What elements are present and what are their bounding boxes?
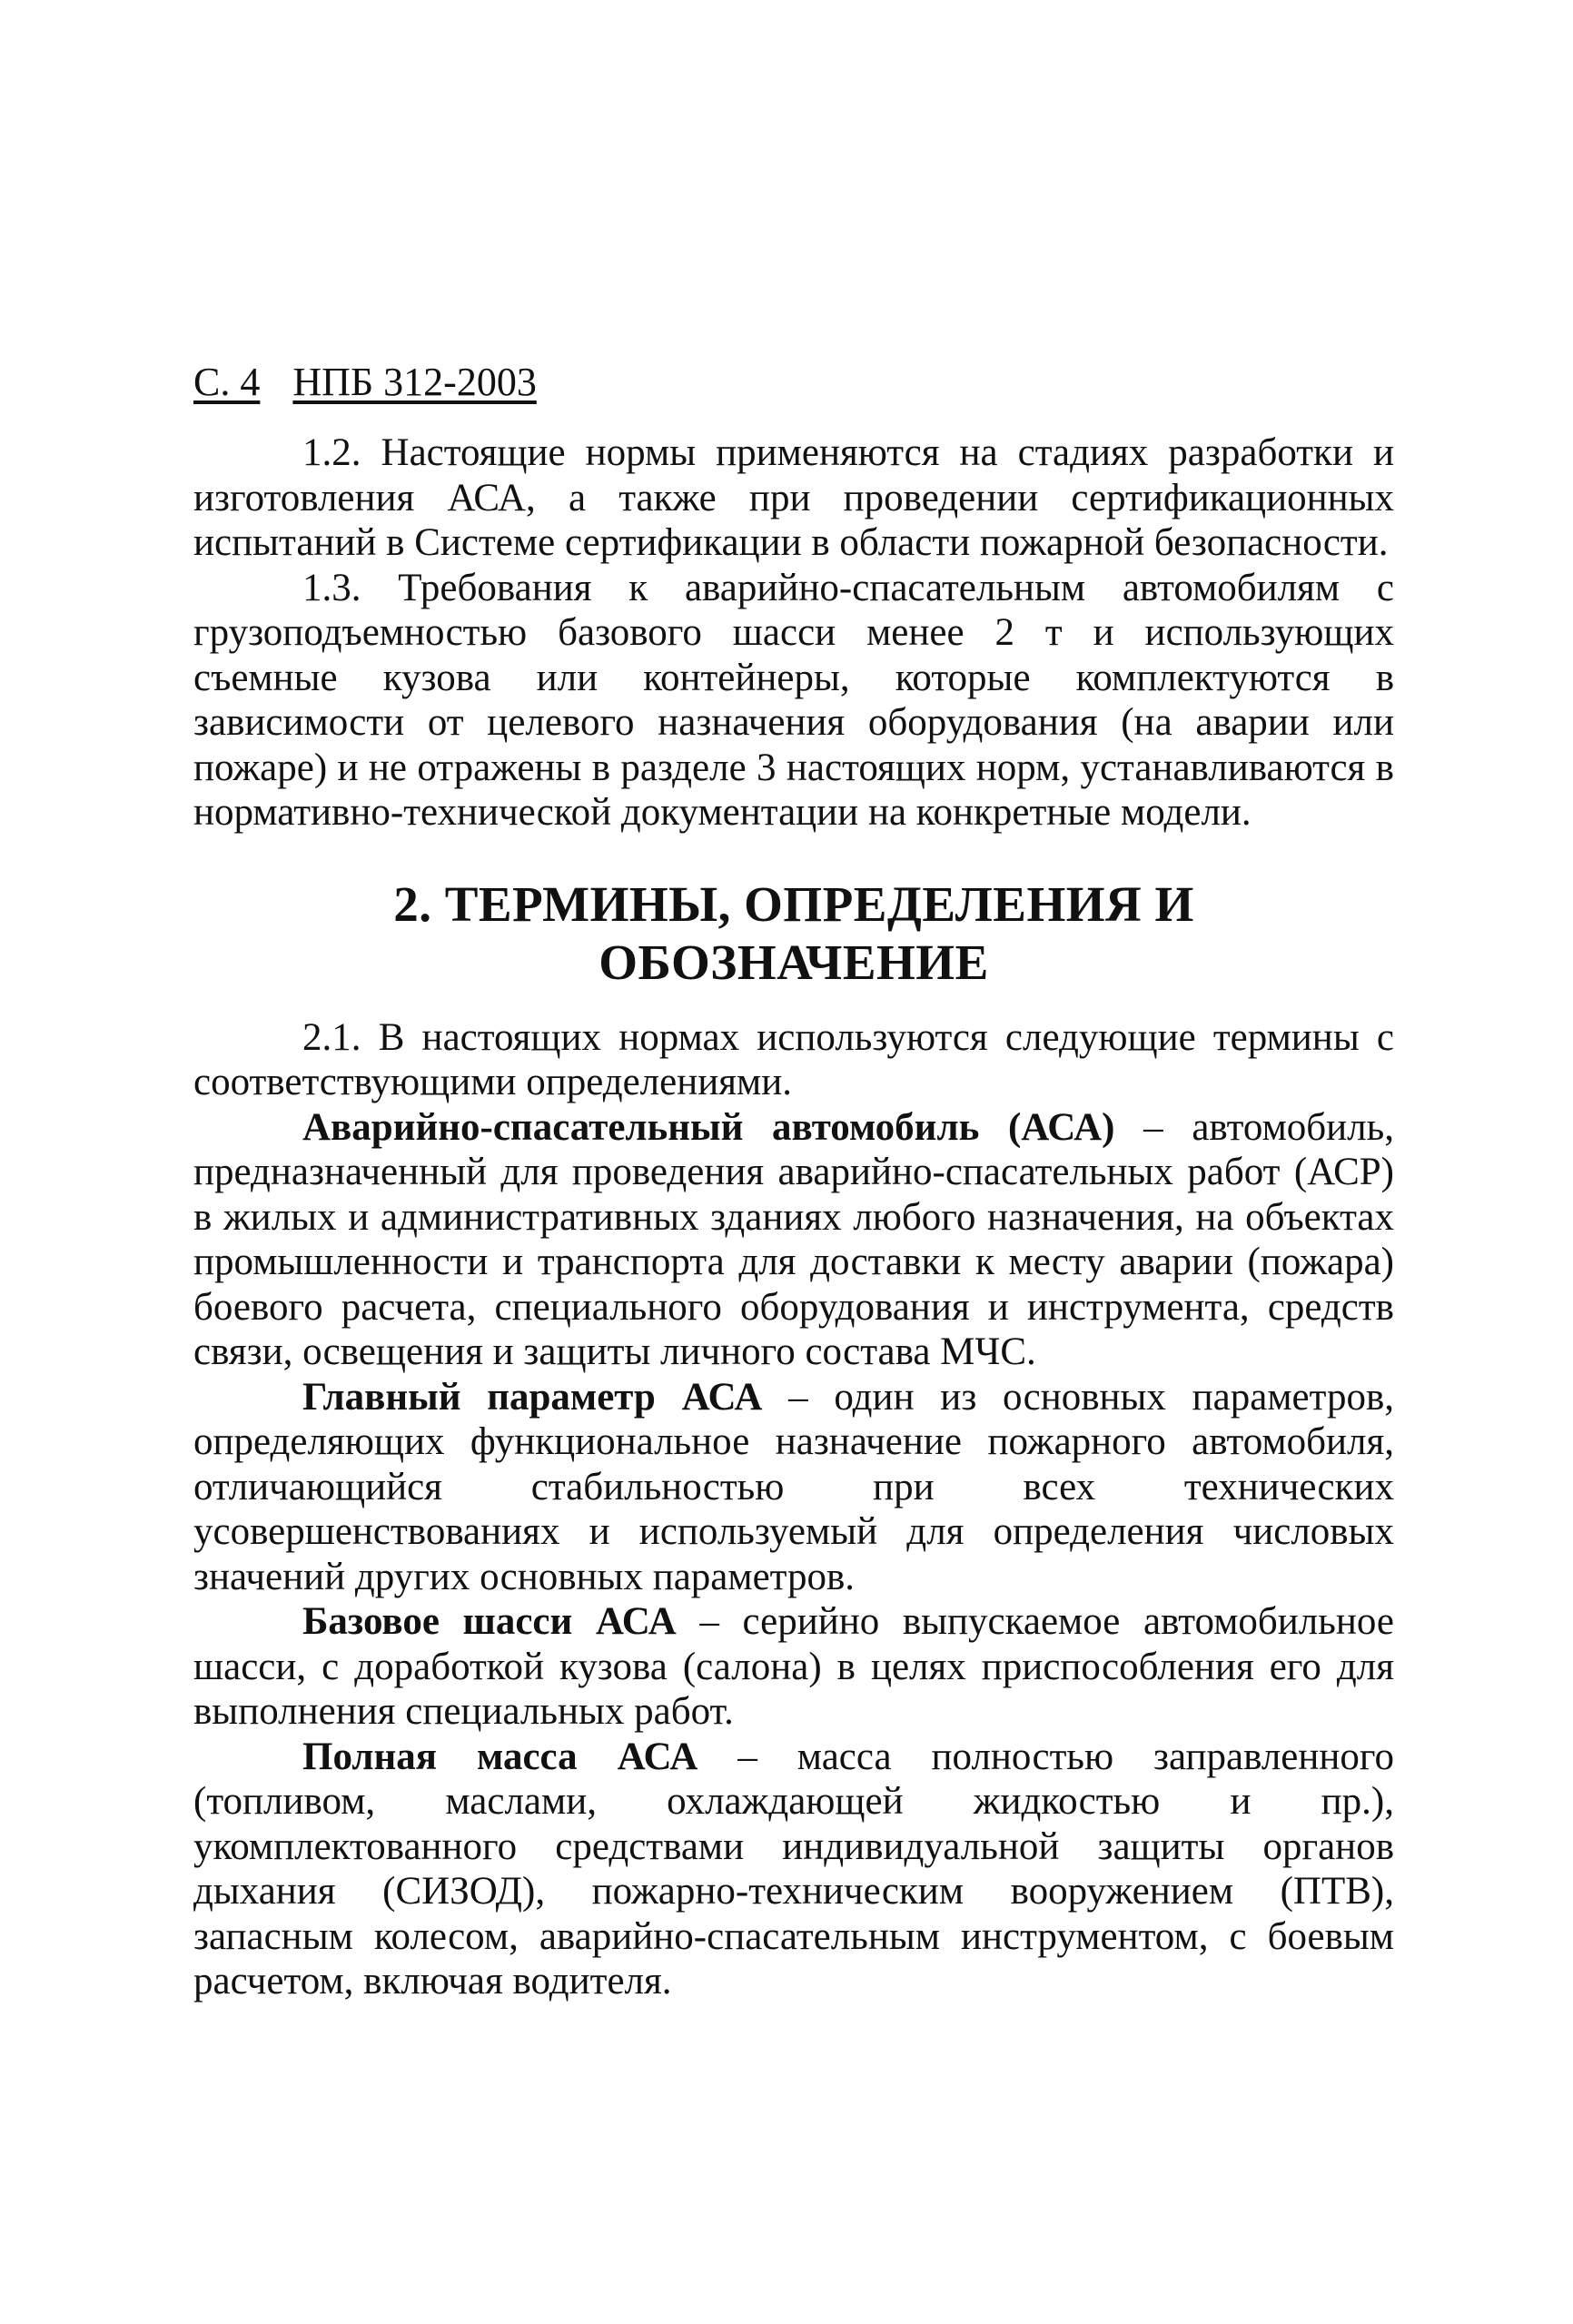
definition-term: Главный параметр АСА bbox=[302, 1375, 763, 1419]
definition-main-parameter bbox=[193, 1375, 1394, 1600]
definition-base-chassis bbox=[193, 1599, 1394, 1735]
paragraph-1-2: 1.2. Настоящие нормы применяются на стадиях разработки и изготовления АСА, а также при проведении сертификационных испытаний в Системе сертификации в области пожарной безопасности. bbox=[193, 431, 1394, 564]
definition-term: Аварийно-спасательный автомобиль (АСА) bbox=[302, 1105, 1115, 1149]
document-code: НПБ 312-2003 bbox=[292, 360, 537, 404]
body-text bbox=[193, 430, 1394, 2004]
definition-text: – серийно выпускаемое автомобильное шасси, с доработкой кузова (салона) в целях приспособления его для выполнения специальных работ. bbox=[193, 1600, 1394, 1733]
paragraph-1-3: 1.3. Требования к аварийно-спасательным автомобилям с грузоподъемностью базового шасси менее 2 т и использующих съемные кузова или контейнеры, которые комплектуются в зависимости от целевого назначения оборудования (на аварии или пожаре) и не отражены в разделе 3 настоящих норм, устанавливаются в нормативно-технической документации на конкретные модели. bbox=[193, 566, 1394, 834]
definition-text: – один из основных параметров, определяющих функциональное назначение пожарного автомобиля, отличающийся стабильностью при всех технических усовершенствованиях и используемый для определения числовых значений других основных параметров. bbox=[193, 1375, 1394, 1598]
running-head bbox=[193, 359, 537, 406]
section-2-heading: 2. ТЕРМИНЫ, ОПРЕДЕЛЕНИЯ И ОБОЗНАЧЕНИЕ bbox=[393, 875, 1194, 990]
paragraph-2-1: 2.1. В настоящих нормах используются следующие термины с соответствующими определениями. bbox=[193, 1015, 1394, 1103]
definition-gross-mass bbox=[193, 1735, 1394, 2004]
definition-text: – масса полностью заправленного (топливом, маслами, охлаждающей жидкостью и пр.), укомплектованного средствами индивидуальной защиты органов дыхания (СИЗОД), пожарно-техническим вооружением (ПТВ), запасным колесом, аварийно-спасательным инструментом, с боевым расчетом, включая водителя. bbox=[193, 1735, 1394, 2003]
definition-term: Базовое шасси АСА bbox=[302, 1600, 677, 1643]
definition-term: Полная масса АСА bbox=[302, 1735, 698, 1778]
page-number: С. 4 bbox=[193, 360, 261, 404]
definition-asa bbox=[193, 1105, 1394, 1375]
definition-text: – автомобиль, предназначенный для проведения аварийно-спасательных работ (АСР) в жилых и административных зданиях любого назначения, на объектах промышленности и транспорта для доставки к месту аварии (пожара) боевого расчета, специального оборудования и инструмента, средств связи, освещения и защиты личного состава МЧС. bbox=[193, 1105, 1394, 1373]
